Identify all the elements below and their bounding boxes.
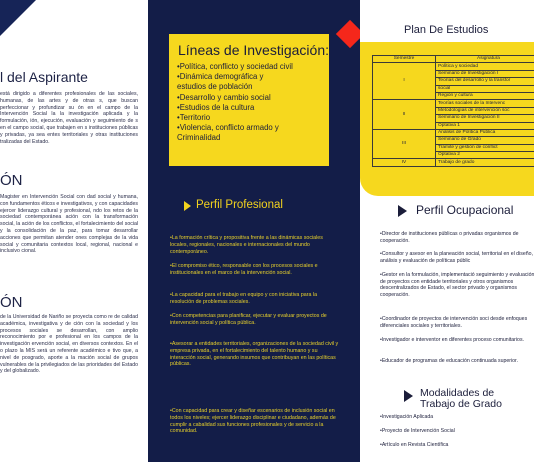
- asig-cell: Tramite y gestión de conflict: [436, 144, 534, 151]
- perfil-aspirante-heading: l del Aspirante: [0, 69, 88, 85]
- perfil-ocupacional-item: •Educador de programas de educación continuada superior.: [380, 358, 518, 364]
- perfil-ocupacional-item: •Consultor y asesor en la planeación social, territorial en el diseño, análisis y evaluación de políticas públic: [380, 251, 533, 264]
- lineas-list: [177, 62, 329, 144]
- lineas-item: •Territorio: [177, 113, 211, 123]
- perfil-profesional-item: •Asesorar a entidades territoriales, organizaciones de la sociedad civil y empresa privada, en el fortalecimiento del talento humano y su interacción social, generando insumos que contribuyan en las políticas públicas.: [170, 341, 339, 368]
- corner-triangle: [0, 0, 36, 36]
- asig-cell: Optativa 1: [436, 122, 534, 129]
- perfil-profesional-item: •Con competencias para planificar, ejecutar y evaluar proyectos de intervención social y política pública.: [170, 313, 327, 326]
- asig-cell: Análisis de Política Pública: [436, 129, 534, 136]
- plan-estudios-title: Plan De Estudios: [404, 24, 489, 36]
- asig-cell: Seminario de Investigación I: [436, 70, 534, 77]
- lineas-investigacion-box: [169, 34, 329, 166]
- asig-cell: Teorías del desarrollo y la transfor: [436, 78, 534, 85]
- lineas-item: •Estudios de la cultura: [177, 102, 255, 112]
- asig-cell: Seminario de Investigación II: [436, 115, 534, 122]
- table-row: [373, 129, 534, 136]
- mision-heading: ÓN: [0, 172, 23, 189]
- asig-cell: Política y sociedad: [436, 63, 534, 70]
- lineas-item: •Violencia, conflicto armado y: [177, 123, 279, 133]
- asig-cell: Metodologías de intervención soc: [436, 107, 534, 114]
- asig-cell: Optativa 2: [436, 152, 534, 159]
- modalidades-item: •Artículo en Revista Científica: [380, 442, 449, 448]
- lineas-item: •Desarrollo y cambio social: [177, 92, 271, 102]
- table-header-row: [373, 56, 534, 63]
- lineas-item: •Dinámica demográfica y: [177, 72, 264, 82]
- modalidades-item: •Proyecto de Intervención Social: [380, 428, 455, 434]
- perfil-ocupacional-item: •Coordinador de proyectos de intervención soci desde enfoques diferenciales sociales y territoriales.: [380, 316, 528, 329]
- table-row: [373, 100, 534, 107]
- lineas-item: estudios de población: [177, 82, 253, 92]
- lineas-item: •Política, conflicto y sociedad civil: [177, 62, 293, 71]
- perfil-ocupacional-arrow-icon: [398, 205, 407, 217]
- perfil-ocupacional-item: •Investigador e interventor en diferentes proceso comunitarios.: [380, 337, 524, 343]
- perfil-ocupacional-item: •Gestor en la formulación, implementació seguimiento y evaluación de proyectos con entidade territoriales y otros organismos descentralizados de Estado, el sector privado y organismos cooperación.: [380, 272, 534, 298]
- perfil-aspirante-text: está dirigido a diferentes profesionales de las sociales, humanas, de las artes y de otras s, que buscan perfeccionar y profundizar su ón en el campo de la Intervención Social la la investigación aplicada y la formulación, ión, ejecución, evaluación y seguimiento de s en el campo social, que trabajen en s instituciones públicas y privadas, ya sea entes territoriales y otras instituciones tralizadas del Estado.: [0, 91, 138, 145]
- modalidades-title: Modalidades de Trabajo de Grado: [420, 387, 502, 410]
- table-row: [373, 63, 534, 70]
- mision-text: Magister en Intervención Social con dad social y humana, con fundamentos éticos e investigativos, y con capacidades ejercer liderazgo cultural y profesional, ndo los retos de la sociedad contemporánea ación con la transformación social, la ación de los conflictos, el fortalecimiento del social y la consolidación de la paz, para tomar desarrollar acciones que permitan atender ones complejas de la vida social y comunitaria contextos local, regional, nacional e inclusivo cional.: [0, 194, 138, 255]
- sem-label: I: [403, 78, 405, 84]
- asig-cell: Trabajo de grado: [436, 159, 534, 166]
- sem-cell: [373, 100, 436, 130]
- perfil-profesional-item: •La formación crítica y propositiva frente a las dinámicas sociales locales, regionales, nacionales e internacionales del mundo contemporáneo.: [170, 235, 323, 255]
- table-header-cell: Asignatura: [436, 56, 534, 63]
- lineas-title: Líneas de Investigación:: [178, 42, 329, 58]
- perfil-profesional-arrow-icon: [184, 201, 191, 211]
- plan-estudios-table: [372, 55, 534, 167]
- perfil-ocupacional-title: Perfil Ocupacional: [416, 203, 514, 217]
- sem-label: II: [402, 111, 406, 117]
- sem-label: III: [402, 141, 406, 147]
- perfil-profesional-title: Perfil Profesional: [196, 199, 283, 211]
- asig-cell: Seminario de Grado: [436, 137, 534, 144]
- perfil-profesional-item: •La capacidad para el trabajo en equipo y con iniciativa para la resolución de problemas sociales.: [170, 292, 318, 305]
- sem-cell: IV: [373, 159, 436, 166]
- vision-heading: ÓN: [0, 294, 23, 311]
- sem-cell: [373, 63, 436, 100]
- asig-cell: Teorías sociales de la Intervenc: [436, 100, 534, 107]
- vision-text: de la Universidad de Nariño se proyecta como re de calidad académica, investigativa y de ción con la sociedad y los procesos sociales se desarrollan, con amplio reconocimiento por e profesional en los campos de la investigación ervención social, en diversos contextos. En el o plazo la MIS será un referente académico e tivo que, a nivel de posgrado, aporte a la mación social de grupos vulnerables de la privilegiados de las prioridades del Estado y del globalizado.: [0, 314, 138, 375]
- perfil-ocupacional-item: •Director de instituciones públicas o privadas organismos de cooperación.: [380, 231, 519, 244]
- asig-cell: social: [436, 85, 534, 92]
- sem-cell: [373, 129, 436, 159]
- table-row: [373, 159, 534, 166]
- middle-panel: [148, 0, 360, 462]
- perfil-profesional-item: •El compromiso ético, responsable con los procesos sociales e institucionales en el marco de la intervención social.: [170, 263, 318, 276]
- table-header-cell: Semestre: [373, 56, 436, 63]
- red-diamond-shape: [336, 20, 360, 48]
- asig-cell: Región y cultura: [436, 92, 534, 99]
- modalidades-item: •Investigación Aplicada: [380, 414, 434, 420]
- lineas-item: Criminalidad: [177, 133, 221, 143]
- modalidades-arrow-icon: [404, 390, 413, 402]
- left-panel: [0, 0, 148, 462]
- perfil-profesional-item: •Con capacidad para crear y diseñar escenarios de inclusión social en todos los niveles; ejercer liderazgo disciplinar e ciudadano, además de cumplir a cabalidad sus funciones profesionales y de servicio a la comunidad.: [170, 408, 336, 435]
- right-panel: [360, 0, 534, 462]
